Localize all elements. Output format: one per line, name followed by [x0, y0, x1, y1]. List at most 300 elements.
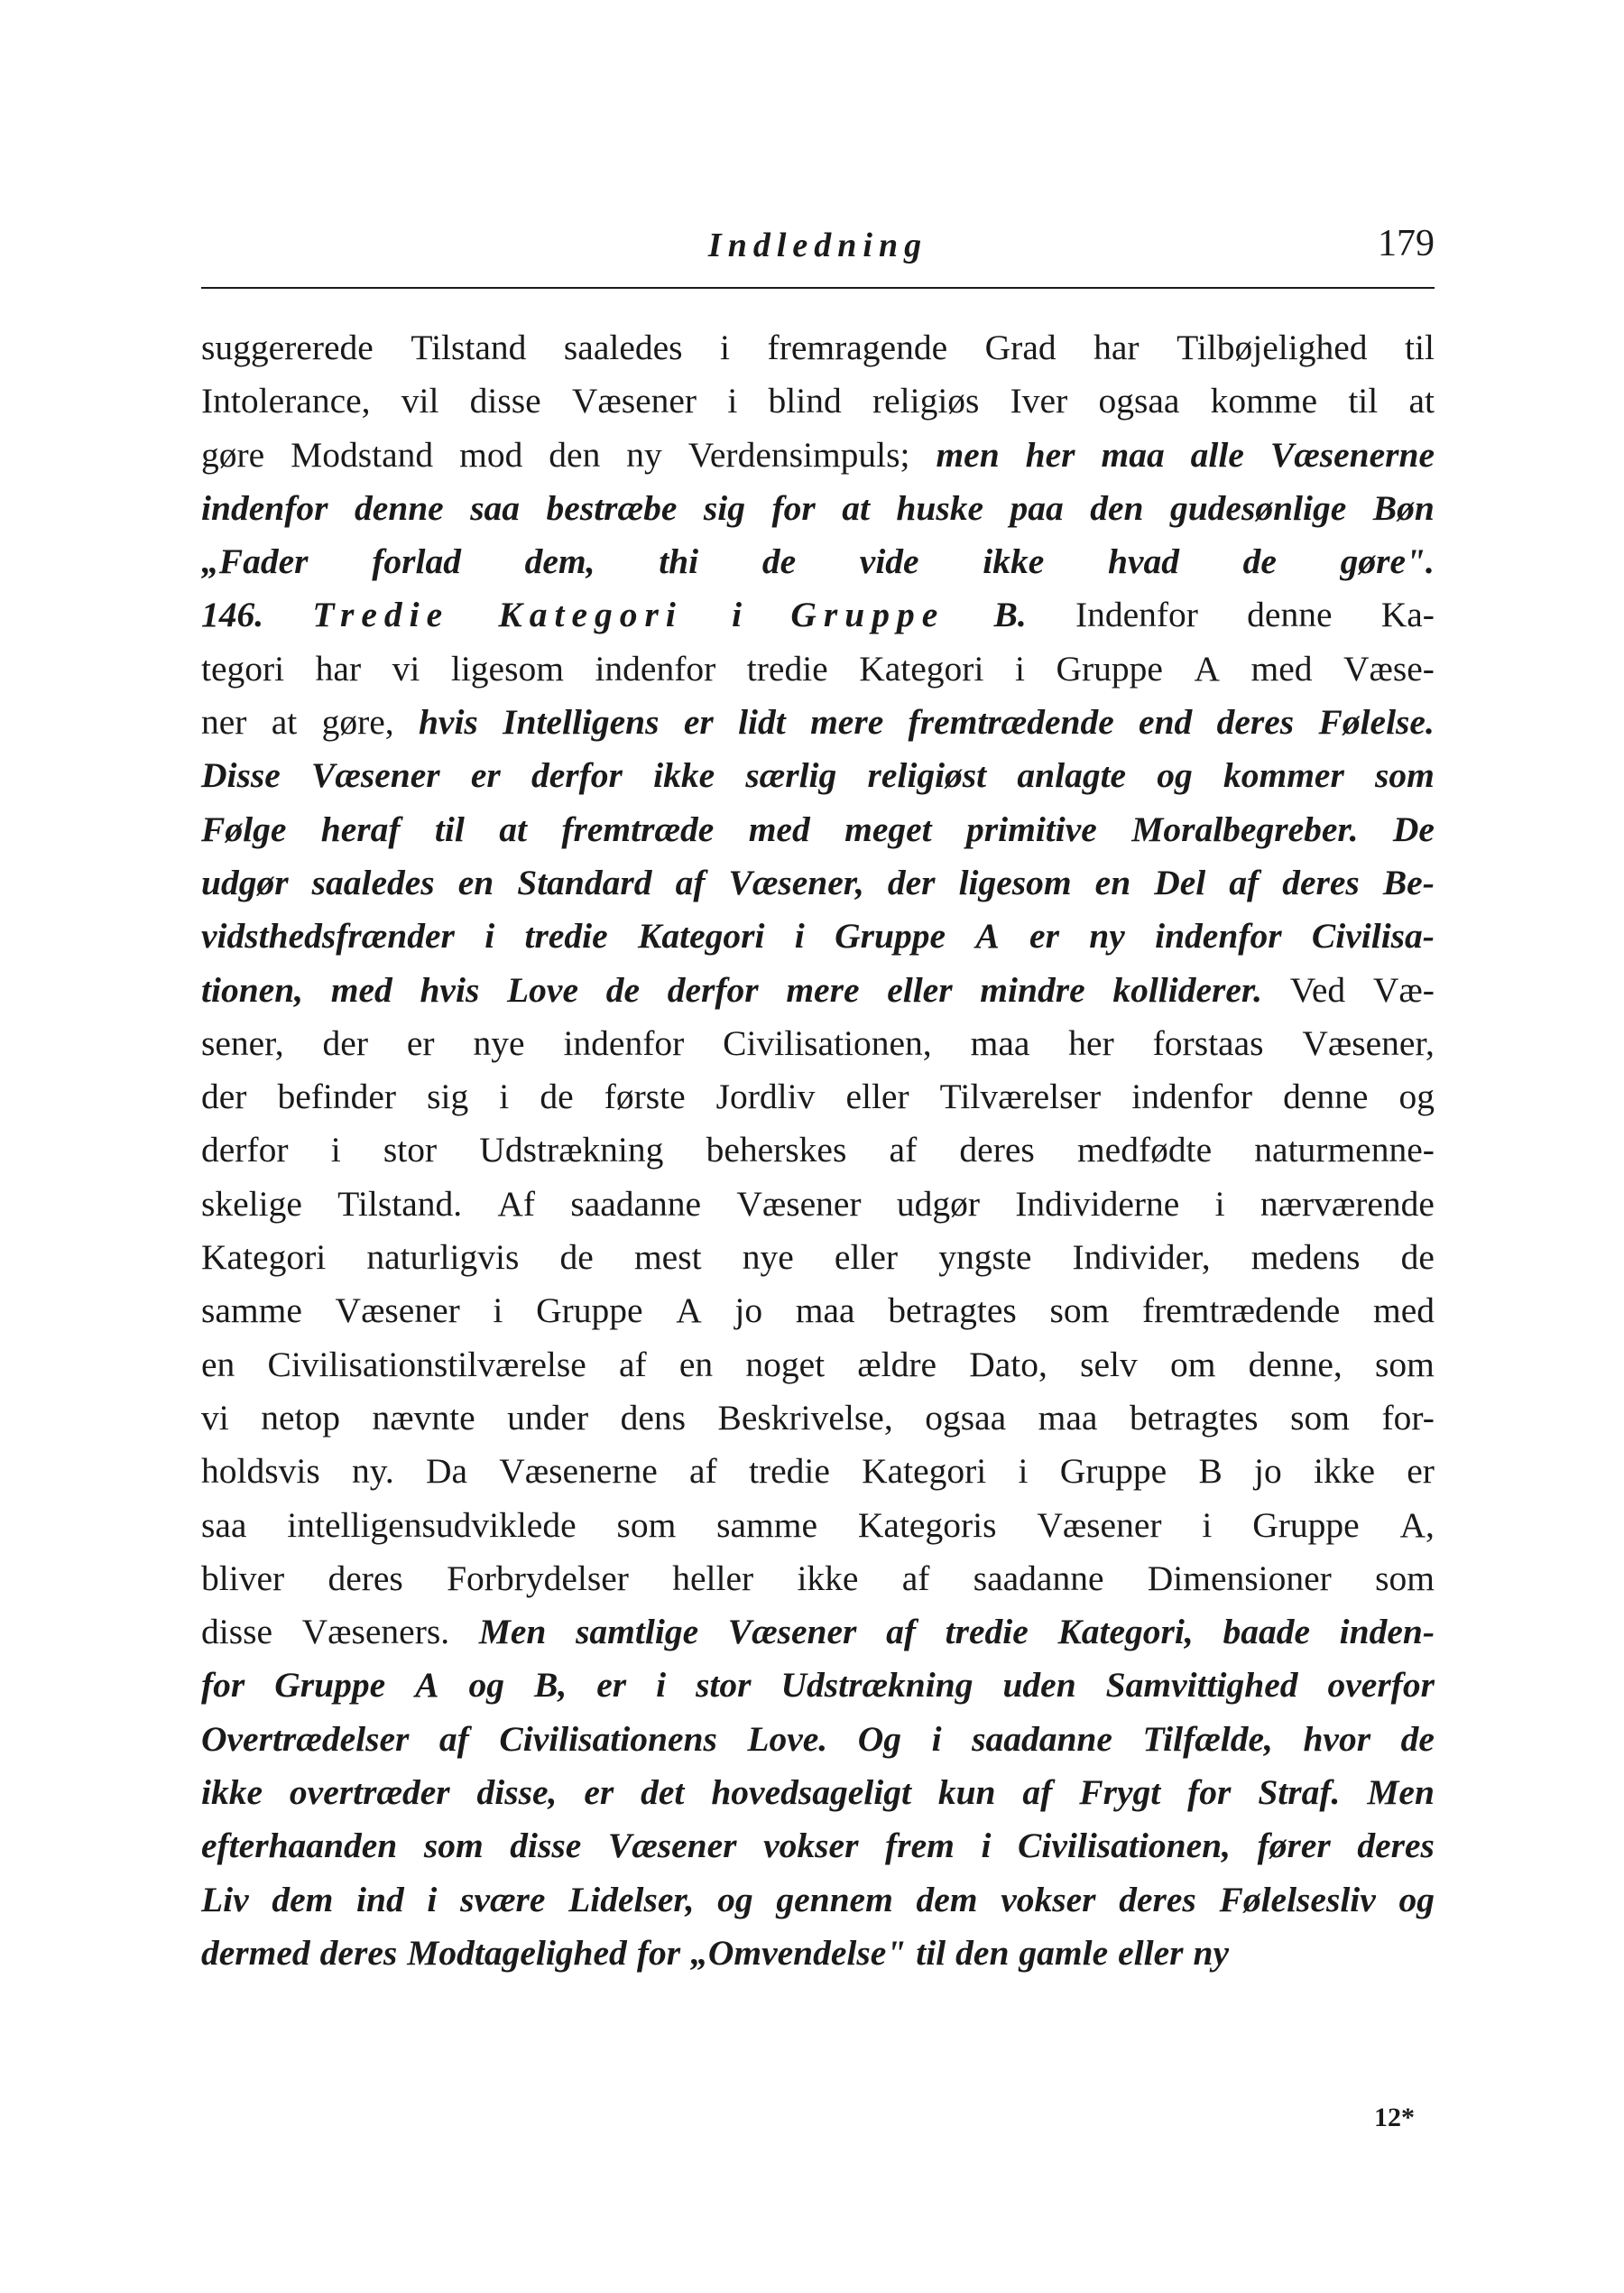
word: gennem — [776, 1879, 893, 1919]
word: vidsthedsfrænder — [201, 916, 455, 957]
word: Gruppe — [1056, 648, 1163, 689]
word: beherskes — [706, 1130, 847, 1170]
word: skelige — [201, 1183, 302, 1224]
word: Væsener — [736, 1183, 862, 1224]
word: tegori — [201, 648, 285, 689]
text-line — [201, 910, 1435, 963]
word: og — [468, 1665, 504, 1706]
word: første — [604, 1077, 686, 1117]
text-line — [201, 429, 1435, 482]
word: nye — [473, 1022, 525, 1063]
word: Ka- — [1380, 595, 1435, 635]
word: disse, — [476, 1772, 558, 1813]
word: A — [415, 1665, 439, 1706]
word: saaledes — [311, 862, 435, 902]
word: ældre — [857, 1344, 937, 1384]
text-line — [201, 1659, 1435, 1712]
word: Gruppe — [274, 1665, 386, 1706]
word: primitive — [966, 809, 1097, 849]
word: til — [916, 1932, 946, 1973]
word: Frygt — [1079, 1772, 1161, 1813]
word: for — [636, 1932, 681, 1973]
word: deres — [1282, 862, 1360, 902]
word: der — [887, 862, 936, 902]
text-line — [201, 1927, 1435, 1980]
word: maa — [1101, 434, 1165, 475]
word: stor — [383, 1130, 438, 1170]
word: Civilisa- — [1311, 916, 1435, 957]
word: eller — [1118, 1932, 1184, 1973]
word: i — [499, 1077, 510, 1117]
word: i — [1202, 1504, 1213, 1545]
text-line — [201, 643, 1435, 696]
word: som — [1375, 755, 1435, 796]
word: Dimensioner — [1147, 1558, 1332, 1598]
word: denne — [1283, 1077, 1369, 1117]
word: at — [271, 702, 298, 743]
word: med — [748, 809, 810, 849]
word: for — [201, 1665, 245, 1706]
word: Overtrædelser — [201, 1718, 410, 1759]
word: anlagte — [1017, 755, 1127, 796]
word: overfor — [1327, 1665, 1435, 1706]
word: i — [1214, 1183, 1225, 1224]
word: Udstrækning — [479, 1130, 664, 1170]
text-line — [201, 1178, 1435, 1231]
word: mere — [810, 702, 884, 743]
word: holdsvis — [201, 1451, 320, 1492]
word: maa — [1038, 1397, 1098, 1438]
word: kun — [937, 1772, 996, 1813]
word: deres — [1216, 702, 1295, 743]
word: Samvittighed — [1105, 1665, 1298, 1706]
word: Iver — [1010, 381, 1068, 421]
word: tredie — [945, 1612, 1029, 1652]
word: Tilbøjelighed — [1176, 328, 1368, 367]
word: hvor — [1303, 1718, 1371, 1759]
word: der — [322, 1022, 368, 1063]
word: Forbrydelser — [447, 1558, 629, 1598]
word: forstaas — [1152, 1022, 1264, 1063]
word: Følelse. — [1318, 702, 1435, 743]
word: suggererede — [201, 328, 374, 367]
word: ligesom — [450, 648, 564, 689]
word: er — [584, 1772, 614, 1813]
word: Jordliv — [715, 1077, 816, 1117]
text-line — [201, 696, 1435, 749]
word: af — [618, 1344, 647, 1384]
word: fremragende — [767, 328, 948, 367]
word: Civilisationen, — [1018, 1826, 1231, 1866]
word: Modtagelighed — [407, 1932, 627, 1973]
word: i — [794, 916, 805, 957]
word: eller — [845, 1077, 909, 1117]
word: de — [605, 969, 640, 1010]
word: og — [717, 1879, 753, 1919]
word: Individerne — [1015, 1183, 1180, 1224]
header-rule — [201, 287, 1435, 289]
word: vi — [392, 648, 420, 689]
word: ny — [1089, 916, 1125, 957]
word: Væsener — [335, 1290, 460, 1331]
word: Kategori — [201, 1237, 327, 1278]
word: vi — [201, 1397, 229, 1438]
word: Væsener, — [728, 862, 864, 902]
word: Verdensimpuls; — [687, 434, 910, 475]
word: ny. — [351, 1451, 394, 1492]
word: indenfor — [563, 1022, 685, 1063]
word: samme — [201, 1290, 302, 1331]
word: Ved — [1289, 969, 1346, 1010]
word: er — [596, 1665, 627, 1706]
word: i — [931, 1718, 942, 1759]
word: for — [771, 487, 816, 528]
word: Gruppe — [1059, 1451, 1167, 1492]
word: kommer — [1223, 755, 1344, 796]
text-line — [201, 1499, 1435, 1552]
word: de — [1400, 1237, 1435, 1278]
word: Gruppe — [1252, 1504, 1360, 1545]
word: af — [1022, 1772, 1053, 1813]
word: ikke — [201, 1772, 263, 1813]
word: saa — [470, 487, 521, 528]
word: Kategori — [859, 648, 984, 689]
word: Grad — [984, 328, 1057, 367]
word: A — [676, 1290, 702, 1331]
text-line — [201, 1819, 1435, 1872]
word: Del — [1154, 862, 1206, 902]
word: Væsener, — [1302, 1022, 1435, 1063]
word: betragtes — [1129, 1397, 1259, 1438]
word: Kategori — [498, 595, 683, 635]
word: Intelligens — [503, 702, 660, 743]
word: ikke — [653, 755, 715, 796]
word: ikke — [1314, 1451, 1376, 1492]
word: 146. — [201, 595, 264, 635]
word: sener, — [201, 1022, 284, 1063]
word: indenfor — [201, 487, 328, 528]
word: fører — [1257, 1826, 1331, 1866]
word: som — [423, 1826, 484, 1866]
word: ikke — [797, 1558, 859, 1598]
word: tredie — [746, 648, 828, 689]
word: Tilværelser — [939, 1077, 1102, 1117]
word: nye — [742, 1237, 794, 1278]
word: De — [1392, 809, 1435, 849]
word: paa — [1010, 487, 1064, 528]
text-line — [201, 964, 1435, 1017]
word: saadanne — [570, 1183, 702, 1224]
word: Gruppe — [835, 916, 946, 957]
word: svære — [460, 1879, 546, 1919]
word: af — [438, 1718, 469, 1759]
word: fremtrædende — [908, 702, 1114, 743]
word: er — [1029, 916, 1059, 957]
text-line — [201, 1873, 1435, 1927]
word: saadanne — [972, 1718, 1112, 1759]
word: Civilisationen, — [723, 1022, 932, 1063]
word: dem — [916, 1879, 978, 1919]
word: af — [689, 1451, 717, 1492]
word: Gruppe — [790, 595, 946, 635]
body-text — [201, 321, 1435, 1980]
word: den — [1090, 487, 1144, 528]
word: baade — [1223, 1612, 1310, 1652]
word: og — [1157, 755, 1193, 796]
word: i — [493, 1290, 503, 1331]
word: Tilstand — [411, 328, 527, 367]
word: Straf. — [1258, 1772, 1341, 1813]
word: gøre — [201, 434, 265, 475]
word: denne, — [1248, 1344, 1343, 1384]
word: som — [1290, 1397, 1350, 1438]
word: som — [616, 1504, 677, 1545]
word: har — [1093, 328, 1140, 367]
word: jo — [734, 1290, 763, 1331]
word: Individer, — [1072, 1237, 1211, 1278]
word: Kategori, — [1057, 1612, 1194, 1652]
word: er — [1407, 1451, 1435, 1492]
word: frem — [885, 1826, 955, 1866]
word: at — [1408, 381, 1435, 421]
word: er — [470, 755, 501, 796]
word: gamle — [1019, 1932, 1109, 1973]
word: udgør — [201, 862, 289, 902]
word: noget — [745, 1344, 826, 1384]
word: den — [549, 434, 601, 475]
word: tionen, — [201, 969, 304, 1010]
word: Væsener — [571, 381, 697, 421]
word: deres — [1357, 1826, 1435, 1866]
word: end — [1139, 702, 1193, 743]
word: kolliderer. — [1112, 969, 1263, 1010]
word: deres — [1119, 1879, 1196, 1919]
word: i — [656, 1665, 667, 1706]
word: eller — [887, 969, 953, 1010]
word: Væse- — [1343, 648, 1435, 689]
word: under — [507, 1397, 589, 1438]
word: hovedsageligt — [711, 1772, 911, 1813]
word: Civilisationstilværelse — [267, 1344, 586, 1384]
word: til — [1405, 328, 1435, 367]
word: udgør — [896, 1183, 980, 1224]
word: de — [761, 541, 797, 582]
word: denne — [354, 487, 444, 528]
word: sig — [703, 487, 745, 528]
word: for — [1187, 1772, 1232, 1813]
word: i — [727, 381, 738, 421]
word: i — [427, 1879, 438, 1919]
word: til — [434, 809, 465, 849]
word: en — [457, 862, 494, 902]
word: betragtes — [888, 1290, 1017, 1331]
word: inden- — [1339, 1612, 1435, 1652]
word: som — [1375, 1558, 1435, 1598]
word: indenfor — [595, 648, 716, 689]
word: dermed — [201, 1932, 310, 1973]
word: Væsener — [727, 1612, 857, 1652]
text-line — [201, 1605, 1435, 1659]
word: der — [201, 1077, 247, 1117]
word: deres — [328, 1558, 403, 1598]
word: Indenfor — [1075, 595, 1198, 635]
word: alle — [1190, 434, 1244, 475]
word: A — [975, 916, 1000, 957]
text-line — [201, 535, 1435, 588]
word: og — [1398, 1077, 1435, 1117]
word: Af — [497, 1183, 536, 1224]
word: Følelsesliv — [1219, 1879, 1376, 1919]
word: fremtræde — [561, 809, 715, 849]
word: med — [1372, 1290, 1435, 1331]
word: hvis — [420, 969, 480, 1010]
word: meget — [844, 809, 932, 849]
text-line — [201, 803, 1435, 856]
word: med — [1250, 648, 1313, 689]
word: de — [559, 1237, 594, 1278]
word: ikke — [983, 541, 1045, 582]
word: at — [842, 487, 870, 528]
word: Beskrivelse, — [717, 1397, 893, 1438]
word: tredie — [524, 916, 608, 957]
word: derfor — [201, 1130, 289, 1170]
word: Liv — [201, 1879, 249, 1919]
word: Love — [507, 969, 578, 1010]
word: ny — [626, 434, 662, 475]
word: de — [1400, 1718, 1435, 1759]
page-number: 179 — [1378, 223, 1435, 264]
word: saaledes — [563, 328, 683, 367]
word: en — [201, 1344, 235, 1384]
word: nærværende — [1260, 1183, 1435, 1224]
word: maa — [795, 1290, 855, 1331]
word: yngste — [938, 1237, 1032, 1278]
word: den — [955, 1932, 1010, 1973]
word: selv — [1080, 1344, 1138, 1384]
text-line — [201, 321, 1435, 374]
word: Væsener — [607, 1826, 737, 1866]
word: ner — [201, 702, 247, 743]
text-line — [201, 1017, 1435, 1070]
word: huske — [896, 487, 984, 528]
word: vokser — [1001, 1879, 1096, 1919]
word: det — [641, 1772, 685, 1813]
word: saa — [201, 1504, 247, 1545]
word: Men — [1367, 1772, 1435, 1813]
word: bestræbe — [546, 487, 678, 528]
word: for- — [1381, 1397, 1435, 1438]
word: deres — [319, 1932, 398, 1973]
word: efterhaanden — [201, 1826, 398, 1866]
word: eller — [834, 1237, 899, 1278]
word: Civilisationens — [499, 1718, 717, 1759]
word: ogsaa — [925, 1397, 1007, 1438]
word: gøre". — [1340, 541, 1435, 582]
word: ny — [1193, 1932, 1230, 1973]
word: i — [1014, 648, 1025, 689]
word: Men — [478, 1612, 547, 1652]
word: i — [981, 1826, 992, 1866]
text-line — [201, 1713, 1435, 1766]
text-line — [201, 1284, 1435, 1337]
word: disse — [201, 1612, 272, 1652]
word: Dato, — [969, 1344, 1047, 1384]
word: „Fader — [201, 541, 309, 582]
word: Følge — [201, 809, 287, 849]
word: vil — [401, 381, 439, 421]
word: disse — [469, 381, 541, 421]
running-head — [201, 223, 1435, 289]
word: forlad — [372, 541, 461, 582]
word: at — [499, 809, 527, 849]
word: hvad — [1107, 541, 1179, 582]
word: religiøs — [872, 381, 980, 421]
word: Moralbegreber. — [1131, 809, 1359, 849]
text-line — [201, 1070, 1435, 1123]
word: Tilstand. — [337, 1183, 463, 1224]
word: deres — [959, 1130, 1035, 1170]
word: uden — [1002, 1665, 1076, 1706]
word: de — [1242, 541, 1277, 582]
word: som — [1049, 1290, 1110, 1331]
word: overtræder — [289, 1772, 450, 1813]
word: sig — [427, 1077, 469, 1117]
running-title: Indledning — [707, 227, 928, 264]
word: Væsenerne — [499, 1451, 658, 1492]
word: religiøst — [867, 755, 987, 796]
word: Væsener — [310, 755, 440, 796]
text-line — [201, 588, 1435, 642]
word: er — [683, 702, 714, 743]
word: befinder — [277, 1077, 397, 1117]
word: Disse — [201, 755, 281, 796]
word: Intolerance, — [201, 381, 371, 421]
word: Standard — [517, 862, 652, 902]
word: netop — [261, 1397, 341, 1438]
word: derfor — [531, 755, 623, 796]
word: nævnte — [372, 1397, 475, 1438]
word: her — [1068, 1022, 1114, 1063]
word: her — [1025, 434, 1075, 475]
word: ogsaa — [1098, 381, 1180, 421]
word: fremtrædende — [1141, 1290, 1341, 1331]
word: mest — [633, 1237, 702, 1278]
word: hvis — [418, 702, 478, 743]
word: dem — [272, 1879, 334, 1919]
word: Og — [857, 1718, 902, 1759]
text-line — [201, 374, 1435, 428]
word: Væseners. — [301, 1612, 450, 1652]
word: til — [1348, 381, 1379, 421]
text-line — [201, 1552, 1435, 1605]
word: lidt — [738, 702, 786, 743]
word: stor — [696, 1665, 752, 1706]
word: B, — [533, 1665, 567, 1706]
word: jo — [1254, 1451, 1282, 1492]
word: i — [720, 328, 731, 367]
text-line — [201, 1766, 1435, 1819]
word: af — [886, 1612, 916, 1652]
word: af — [889, 1130, 918, 1170]
word: Modstand — [291, 434, 434, 475]
word: særlig — [745, 755, 837, 796]
word: som — [1375, 1344, 1435, 1384]
word: maa — [970, 1022, 1030, 1063]
word: saadanne — [973, 1558, 1104, 1598]
word: disse — [510, 1826, 582, 1866]
word: i — [330, 1130, 341, 1170]
word: naturligvis — [366, 1237, 520, 1278]
